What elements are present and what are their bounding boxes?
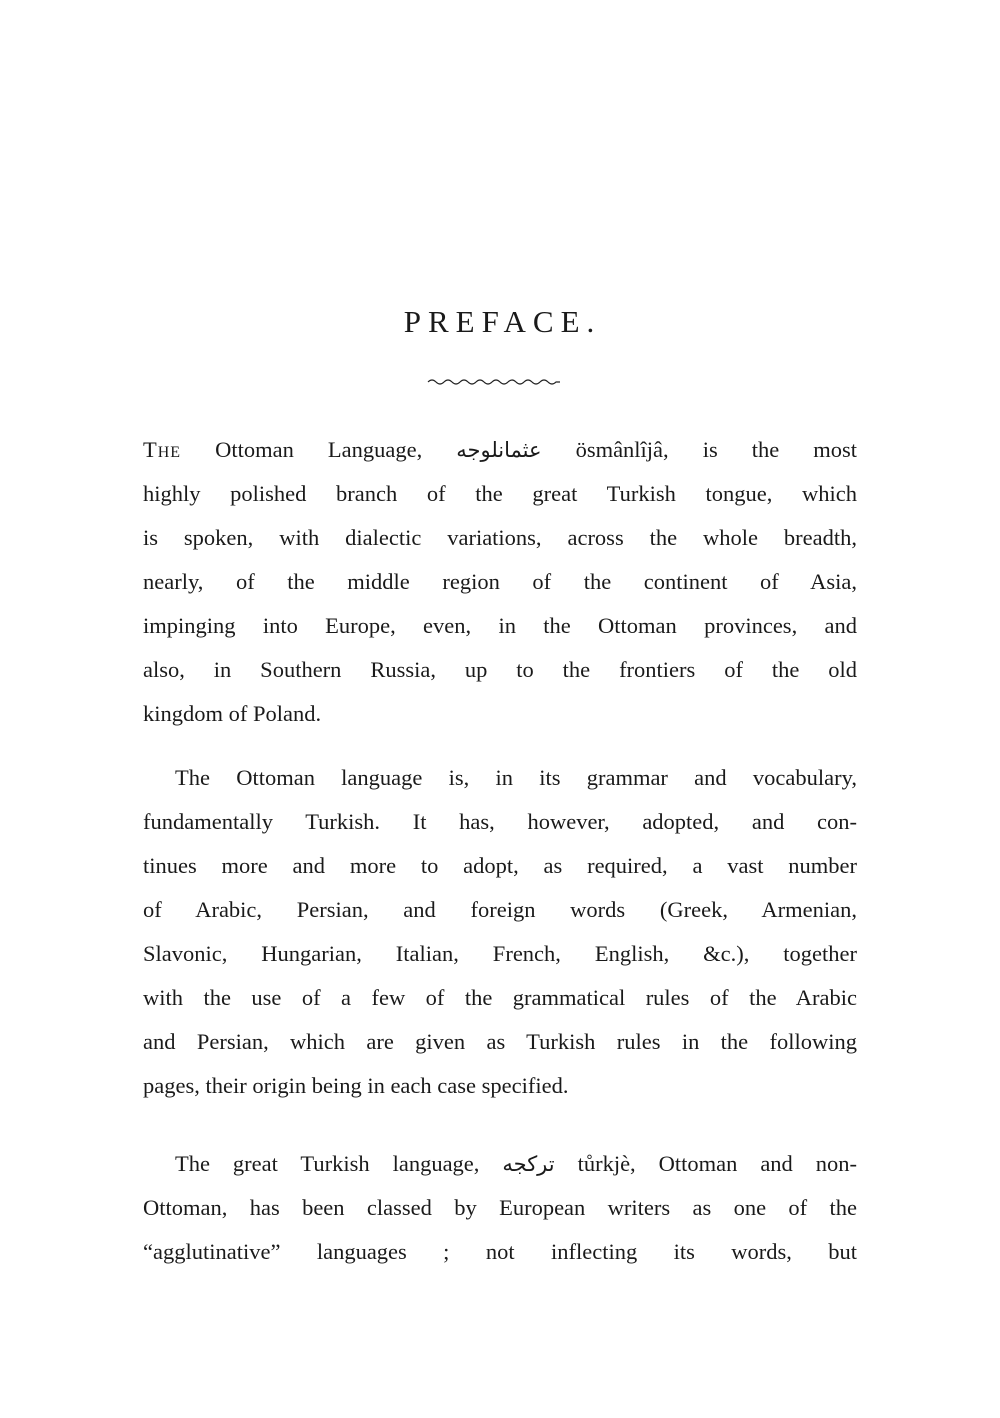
text-segment: ösmânlîjâ, is the most [575,437,857,462]
text-line: kingdom of Poland. [143,701,322,726]
arabic-word-osmanlija: عثمانلوجه [456,438,542,462]
text-line: also, in Southern Russia, up to the frontiers of the old [143,657,857,682]
text-line: nearly, of the middle region of the continent of Asia, [143,569,857,594]
text-segment: Ottoman Language, [215,437,423,462]
arabic-word-turkje: ترکجه [502,1152,555,1176]
text-segment: The great Turkish language, [175,1151,480,1176]
paragraph-1 [143,428,857,736]
text-line [143,428,857,472]
text-line: is spoken, with dialectic variations, across the whole breadth, [143,525,857,550]
text-line: Slavonic, Hungarian, Italian, French, English, &c.), together [143,941,857,966]
text-line: and Persian, which are given as Turkish rules in the following [143,1029,857,1054]
text-line: “agglutinative” languages ; not inflecting its words, but [143,1239,857,1264]
text-line: impinging into Europe, even, in the Ottoman provinces, and [143,613,857,638]
text-line [143,1142,857,1186]
text-line: pages, their origin being in each case specified. [143,1073,569,1098]
text-segment: tůrkjè, Ottoman and non- [577,1151,857,1176]
text-line: fundamentally Turkish. It has, however, adopted, and con- [143,809,857,834]
text-line: Ottoman, has been classed by European writers as one of the [143,1195,857,1220]
text-line: of Arabic, Persian, and foreign words (Greek, Armenian, [143,897,857,922]
text-line: The Ottoman language is, in its grammar and vocabulary, [175,765,857,790]
title-ornament-flourish [426,377,562,387]
text-line: tinues more and more to adopt, as required, a vast number [143,853,857,878]
page-title: PREFACE. [403,304,602,339]
text-line: highly polished branch of the great Turkish tongue, which [143,481,857,506]
text-line: with the use of a few of the grammatical rules of the Arabic [143,985,857,1010]
paragraph-3 [143,1142,857,1274]
lead-word: The [143,437,182,462]
paragraph-2 [143,756,857,1108]
